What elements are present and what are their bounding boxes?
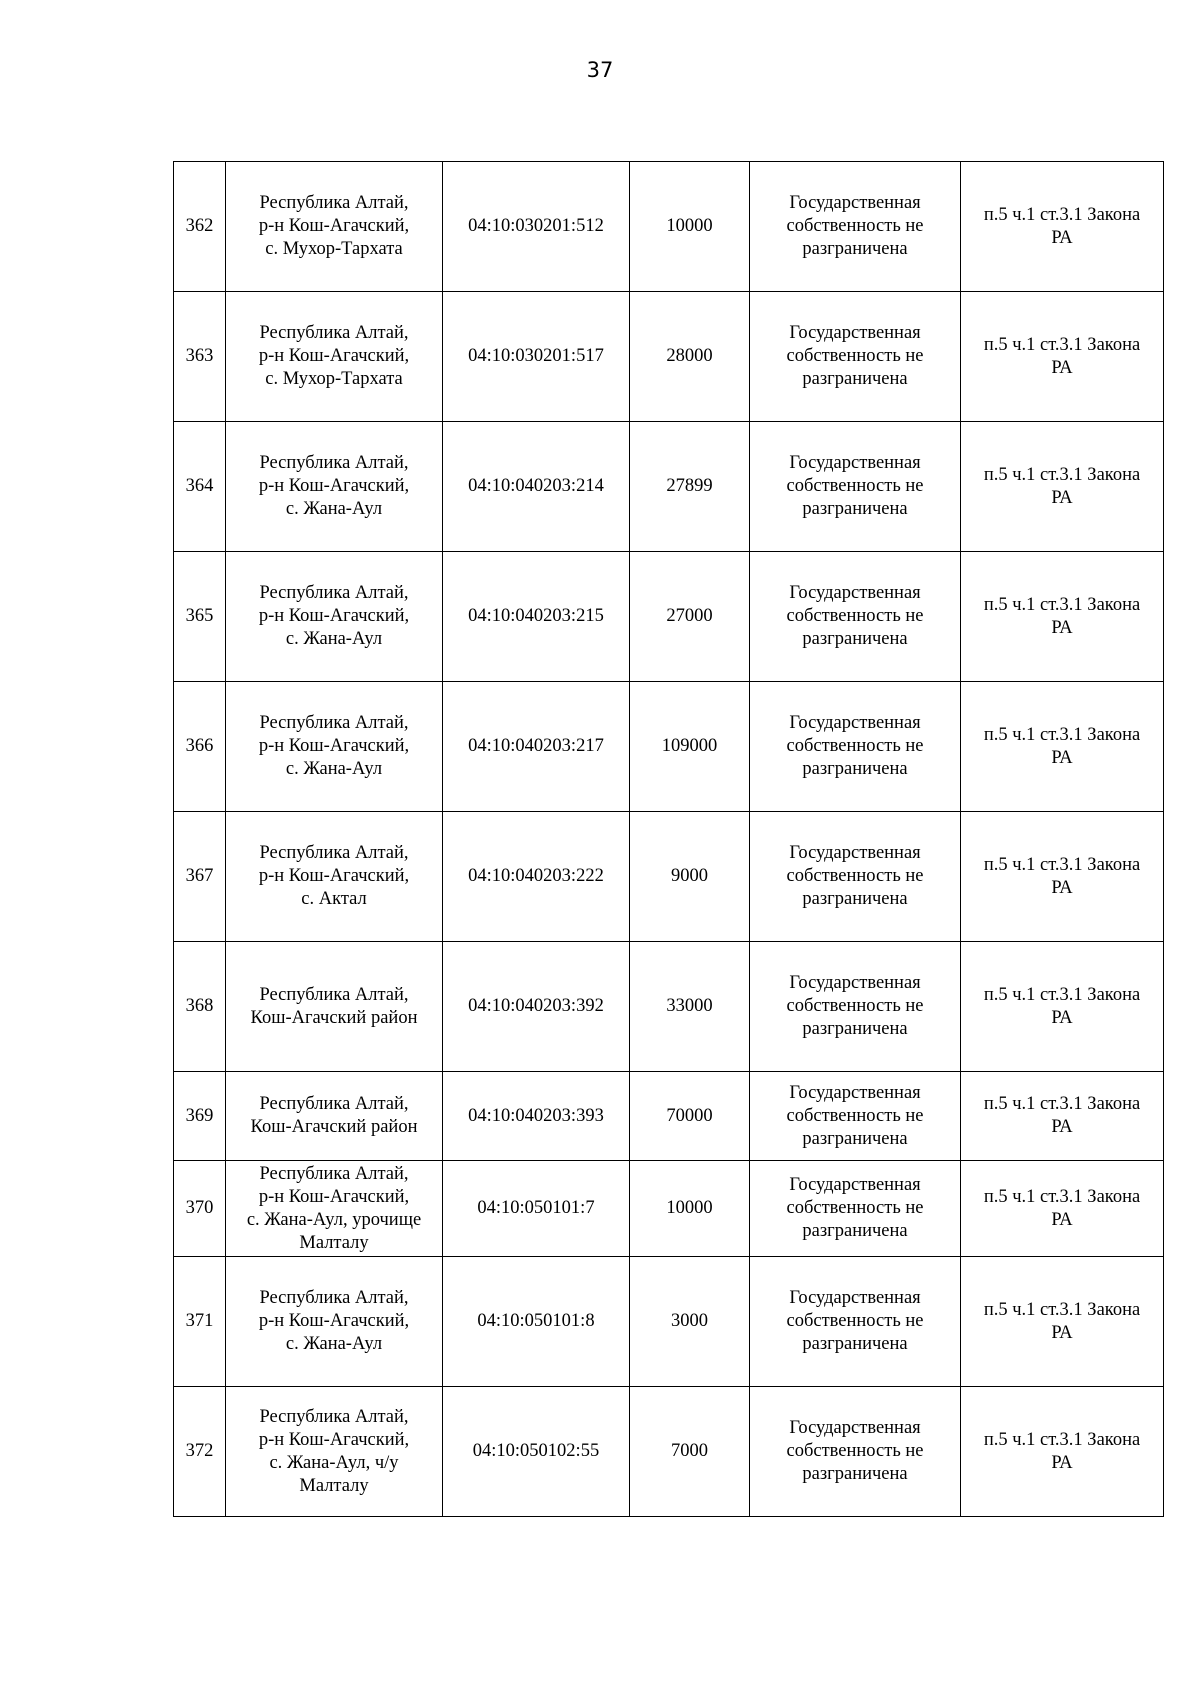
ownership-line: Государственная <box>789 583 921 603</box>
table-row <box>174 812 1164 942</box>
address-cell <box>226 1387 443 1517</box>
basis-line: п.5 ч.1 ст.3.1 Закона <box>983 1186 1141 1207</box>
ownership-line: разграничена <box>802 629 908 649</box>
basis-line: РА <box>1051 1007 1073 1028</box>
area-value: 10000 <box>630 1161 750 1257</box>
ownership-line: собственность не <box>786 606 924 626</box>
ownership-cell <box>750 292 961 422</box>
row-number: 368 <box>174 942 226 1072</box>
ownership-line: собственность не <box>786 996 924 1016</box>
address-line: с. Жана-Аул <box>285 499 383 519</box>
legal-basis-cell <box>961 292 1164 422</box>
address-line: Республика Алтай, <box>259 984 409 1005</box>
address-line: Республика Алтай, <box>259 843 409 863</box>
ownership-line: разграничена <box>802 1019 908 1039</box>
basis-line: РА <box>1051 1209 1073 1230</box>
address-cell <box>226 1072 443 1161</box>
row-number: 366 <box>174 682 226 812</box>
ownership-line: Государственная <box>789 453 921 473</box>
row-number: 372 <box>174 1387 226 1517</box>
area-value: 27899 <box>630 422 750 552</box>
ownership-line: собственность не <box>786 1311 924 1331</box>
address-line: Республика Алтай, <box>259 1094 409 1114</box>
basis-line: п.5 ч.1 ст.3.1 Закона <box>983 1299 1141 1320</box>
ownership-line: собственность не <box>786 1198 924 1218</box>
row-number: 370 <box>174 1161 226 1257</box>
ownership-line: разграничена <box>802 1221 908 1241</box>
table-row <box>174 162 1164 292</box>
row-number: 363 <box>174 292 226 422</box>
cadastral-number: 04:10:040203:215 <box>443 552 630 682</box>
address-line: р-н Кош-Агачский, <box>258 866 410 886</box>
ownership-cell <box>750 162 961 292</box>
table-row <box>174 292 1164 422</box>
row-number: 364 <box>174 422 226 552</box>
basis-line: п.5 ч.1 ст.3.1 Закона <box>983 594 1141 615</box>
ownership-line: собственность не <box>786 216 924 236</box>
basis-line: РА <box>1051 747 1073 768</box>
basis-line: п.5 ч.1 ст.3.1 Закона <box>983 464 1141 485</box>
basis-line: п.5 ч.1 ст.3.1 Закона <box>983 1429 1141 1450</box>
row-number: 371 <box>174 1257 226 1387</box>
area-value: 10000 <box>630 162 750 292</box>
area-value: 109000 <box>630 682 750 812</box>
legal-basis-cell <box>961 1161 1164 1257</box>
ownership-cell <box>750 1387 961 1517</box>
table-row <box>174 1161 1164 1257</box>
basis-line: РА <box>1051 617 1073 638</box>
ownership-line: разграничена <box>802 889 908 909</box>
address-line: р-н Кош-Агачский, <box>258 1311 410 1331</box>
address-line: Республика Алтай, <box>259 1288 409 1308</box>
table-row <box>174 942 1164 1072</box>
address-line: с. Жана-Аул, урочище <box>246 1209 422 1230</box>
legal-basis-cell <box>961 422 1164 552</box>
ownership-line: Государственная <box>789 1175 921 1195</box>
ownership-line: разграничена <box>802 499 908 519</box>
basis-line: РА <box>1051 487 1073 508</box>
cadastral-number: 04:10:030201:517 <box>443 292 630 422</box>
address-cell <box>226 1257 443 1387</box>
ownership-cell <box>750 422 961 552</box>
ownership-line: собственность не <box>786 736 924 756</box>
ownership-line: собственность не <box>786 866 924 886</box>
address-line: Кош-Агачский район <box>250 1007 418 1028</box>
address-line: Республика Алтай, <box>259 713 409 733</box>
row-number: 367 <box>174 812 226 942</box>
basis-line: п.5 ч.1 ст.3.1 Закона <box>983 984 1141 1005</box>
legal-basis-cell <box>961 552 1164 682</box>
address-cell <box>226 552 443 682</box>
address-line: Республика Алтай, <box>259 453 409 473</box>
cadastral-number: 04:10:040203:222 <box>443 812 630 942</box>
ownership-line: Государственная <box>789 1082 921 1103</box>
ownership-line: Государственная <box>789 323 921 343</box>
area-value: 3000 <box>630 1257 750 1387</box>
address-line: р-н Кош-Агачский, <box>258 1429 410 1450</box>
address-line: Республика Алтай, <box>259 323 409 343</box>
table-row <box>174 1387 1164 1517</box>
ownership-cell <box>750 942 961 1072</box>
cadastral-number: 04:10:050101:7 <box>443 1161 630 1257</box>
ownership-line: Государственная <box>789 193 921 213</box>
address-cell <box>226 1161 443 1257</box>
address-line: Кош-Агачский район <box>250 1117 418 1137</box>
legal-basis-cell <box>961 812 1164 942</box>
legal-basis-cell <box>961 682 1164 812</box>
area-value: 28000 <box>630 292 750 422</box>
ownership-line: разграничена <box>802 759 908 779</box>
basis-line: п.5 ч.1 ст.3.1 Закона <box>983 334 1141 355</box>
basis-line: РА <box>1051 1117 1073 1137</box>
ownership-cell <box>750 552 961 682</box>
basis-line: РА <box>1051 1322 1073 1343</box>
ownership-line: собственность не <box>786 346 924 366</box>
basis-line: РА <box>1051 227 1073 248</box>
table-row <box>174 1072 1164 1161</box>
basis-line: п.5 ч.1 ст.3.1 Закона <box>983 724 1141 745</box>
cadastral-number: 04:10:030201:512 <box>443 162 630 292</box>
address-cell <box>226 162 443 292</box>
ownership-cell <box>750 1072 961 1161</box>
row-number: 365 <box>174 552 226 682</box>
ownership-cell <box>750 1257 961 1387</box>
address-cell <box>226 292 443 422</box>
ownership-line: разграничена <box>802 1464 908 1484</box>
address-line: Республика Алтай, <box>259 583 409 603</box>
table-row <box>174 682 1164 812</box>
address-line: с. Жана-Аул <box>285 1334 383 1354</box>
legal-basis-cell <box>961 1257 1164 1387</box>
ownership-line: Государственная <box>789 1288 921 1308</box>
ownership-line: Государственная <box>789 973 921 993</box>
ownership-line: Государственная <box>789 713 921 733</box>
ownership-cell <box>750 1161 961 1257</box>
cadastral-number: 04:10:050101:8 <box>443 1257 630 1387</box>
basis-line: п.5 ч.1 ст.3.1 Закона <box>983 854 1141 875</box>
legal-basis-cell <box>961 1072 1164 1161</box>
ownership-cell <box>750 682 961 812</box>
address-line: Малталу <box>299 1232 369 1253</box>
basis-line: РА <box>1051 877 1073 898</box>
page-number: 37 <box>586 58 614 82</box>
address-line: Республика Алтай, <box>259 1406 409 1427</box>
ownership-line: разграничена <box>802 1128 908 1149</box>
area-value: 70000 <box>630 1072 750 1161</box>
ownership-line: собственность не <box>786 476 924 496</box>
ownership-line: разграничена <box>802 239 908 259</box>
address-cell <box>226 682 443 812</box>
basis-line: п.5 ч.1 ст.3.1 Закона <box>983 204 1141 225</box>
ownership-line: разграничена <box>802 369 908 389</box>
address-line: р-н Кош-Агачский, <box>258 346 410 366</box>
row-number: 362 <box>174 162 226 292</box>
ownership-cell <box>750 812 961 942</box>
area-value: 27000 <box>630 552 750 682</box>
address-line: Малталу <box>299 1475 369 1496</box>
cadastral-number: 04:10:040203:393 <box>443 1072 630 1161</box>
address-line: с. Жана-Аул, ч/у <box>269 1452 399 1473</box>
legal-basis-cell <box>961 942 1164 1072</box>
table-row <box>174 422 1164 552</box>
address-line: Республика Алтай, <box>259 1163 409 1184</box>
table-row <box>174 1257 1164 1387</box>
basis-line: РА <box>1051 1452 1073 1473</box>
ownership-line: Государственная <box>789 1418 921 1438</box>
basis-line: РА <box>1051 357 1073 378</box>
ownership-line: разграничена <box>802 1334 908 1354</box>
address-line: р-н Кош-Агачский, <box>258 476 410 496</box>
legal-basis-cell <box>961 162 1164 292</box>
land-registry-table <box>173 161 1164 1517</box>
ownership-line: собственность не <box>786 1105 924 1126</box>
area-value: 33000 <box>630 942 750 1072</box>
address-line: с. Мухор-Тархата <box>265 369 403 389</box>
cadastral-number: 04:10:050102:55 <box>443 1387 630 1517</box>
table-row <box>174 552 1164 682</box>
address-line: р-н Кош-Агачский, <box>258 1186 410 1207</box>
ownership-line: собственность не <box>786 1441 924 1461</box>
address-line: с. Жана-Аул <box>285 759 383 779</box>
ownership-line: Государственная <box>789 843 921 863</box>
address-line: Республика Алтай, <box>259 193 409 213</box>
address-line: р-н Кош-Агачский, <box>258 606 410 626</box>
address-cell <box>226 812 443 942</box>
address-line: с. Актал <box>301 889 367 909</box>
legal-basis-cell <box>961 1387 1164 1517</box>
address-line: р-н Кош-Агачский, <box>258 736 410 756</box>
address-line: с. Мухор-Тархата <box>265 239 403 259</box>
cadastral-number: 04:10:040203:217 <box>443 682 630 812</box>
address-line: с. Жана-Аул <box>285 629 383 649</box>
address-line: р-н Кош-Агачский, <box>258 216 410 236</box>
row-number: 369 <box>174 1072 226 1161</box>
address-cell <box>226 942 443 1072</box>
area-value: 7000 <box>630 1387 750 1517</box>
cadastral-number: 04:10:040203:214 <box>443 422 630 552</box>
basis-line: п.5 ч.1 ст.3.1 Закона <box>983 1094 1141 1114</box>
address-cell <box>226 422 443 552</box>
cadastral-number: 04:10:040203:392 <box>443 942 630 1072</box>
area-value: 9000 <box>630 812 750 942</box>
